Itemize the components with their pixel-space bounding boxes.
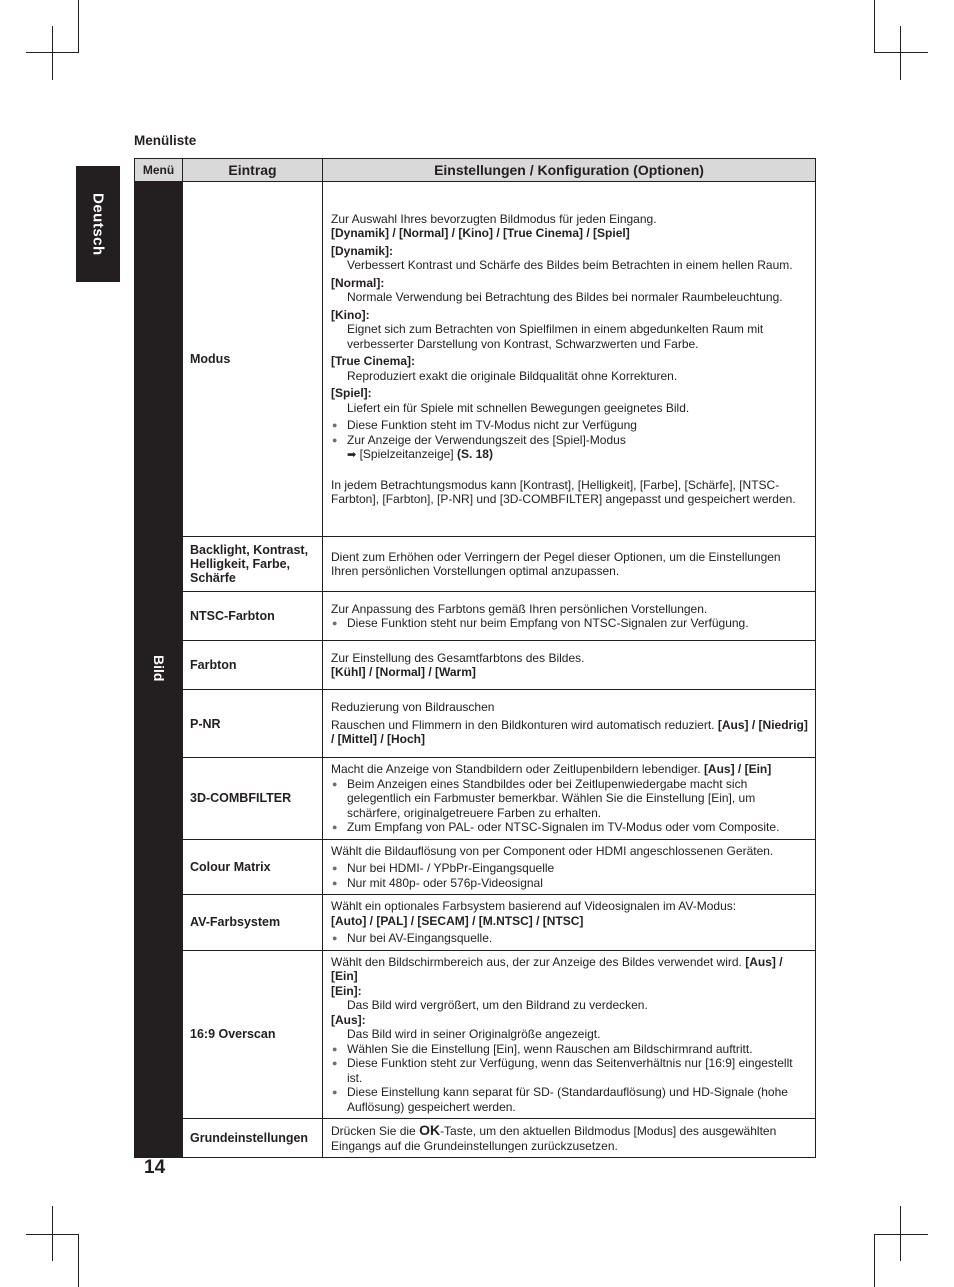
text: Zur Auswahl Ihres bevorzugten Bildmodus für jeden Eingang. — [331, 211, 657, 226]
ok-key-label: OK — [419, 1122, 441, 1138]
side-tab-label: Deutsch — [89, 192, 107, 256]
crop-mark — [874, 1234, 875, 1287]
desc-backlight — [323, 537, 816, 592]
table-row — [135, 537, 816, 592]
option-label: [Ein]: — [331, 983, 362, 998]
table-row — [135, 592, 816, 641]
language-side-tab — [76, 166, 120, 282]
bullet-item: ● Wählen Sie die Einstellung [Ein], wenn Rauschen am Bildschirmrand auftritt. — [331, 1042, 808, 1057]
crop-mark — [52, 1206, 53, 1261]
option-label: [Normal]: — [331, 275, 385, 290]
table-row — [135, 182, 816, 537]
table-row — [135, 895, 816, 951]
text: Wählt den Bildschirmbereich aus, der zur Anzeige des Bildes verwendet wird. — [331, 954, 742, 969]
desc-farbton — [323, 641, 816, 690]
text: Dient zum Erhöhen oder Verringern der Pegel dieser Optionen, um die Einstellungen Ihren persönlichen Vorstellungen optimal anzupassen. — [331, 549, 781, 578]
crop-mark — [900, 26, 901, 80]
entry-colour: Colour Matrix — [183, 839, 323, 895]
option-label: [Spiel]: — [331, 386, 372, 400]
header-menu: Menü — [135, 159, 183, 182]
options: [Kühl] / [Normal] / [Warm] — [331, 665, 476, 679]
crop-mark — [52, 26, 53, 80]
entry-modus: Modus — [183, 182, 323, 537]
desc-ntsc — [323, 592, 816, 641]
section-title: Menüliste — [134, 133, 197, 148]
desc-grund — [323, 1119, 816, 1158]
table-row — [135, 690, 816, 758]
entry-av: AV-Farbsystem — [183, 895, 323, 951]
text: -Taste, um den aktuellen Bildmodus [Modus] des ausgewählten Eingangs auf die Grundeinstellungen zurückzusetzen. — [331, 1124, 777, 1153]
crop-mark — [78, 0, 79, 53]
desc-overscan — [323, 950, 816, 1119]
entry-ntsc: NTSC-Farbton — [183, 592, 323, 641]
desc-pnr — [323, 690, 816, 758]
bullet-item: ● Nur mit 480p- oder 576p-Videosignal — [331, 876, 808, 891]
ref-page: (S. 18) — [456, 447, 493, 461]
menu-table — [134, 158, 816, 1158]
option-label: [Kino]: — [331, 307, 370, 322]
desc-colour — [323, 839, 816, 895]
desc-av — [323, 895, 816, 951]
options: [Aus] / [Niedrig] / [Mittel] / [Hoch] — [331, 717, 808, 747]
option-text: Das Bild wird vergrößert, um den Bildrand zu verdecken. — [347, 998, 648, 1012]
table-row — [135, 1119, 816, 1158]
page-number: 14 — [144, 1157, 166, 1178]
page-reference — [331, 447, 808, 463]
bullet-item: ● Diese Funktion steht im TV-Modus nicht zur Verfügung — [331, 418, 808, 433]
option-text: Reproduziert exakt die originale Bildqualität ohne Korrekturen. — [347, 368, 678, 383]
table-row — [135, 758, 816, 840]
option-text: Liefert ein für Spiele mit schnellen Bewegungen geeignetes Bild. — [347, 400, 690, 415]
entry-overscan: 16:9 Overscan — [183, 950, 323, 1119]
bullet-item: ● Diese Einstellung kann separat für SD- (Standardauflösung) und HD-Signale (hohe Auflösung) gespeichert werden. — [331, 1085, 808, 1114]
entry-backlight: Backlight, Kontrast, Helligkeit, Farbe, Schärfe — [183, 537, 323, 592]
option-text: Eignet sich zum Betrachten von Spielfilmen in einem abgedunkelten Raum mit verbesserter Darstellung von Kontrast, Schwarzwerten und Farbe. — [347, 322, 764, 351]
entry-farbton: Farbton — [183, 641, 323, 690]
entry-grund: Grundeinstellungen — [183, 1119, 323, 1158]
header-settings: Einstellungen / Konfiguration (Optionen) — [323, 159, 816, 182]
text: Zur Anpassung des Farbtons gemäß Ihren persönlichen Vorstellungen. — [331, 601, 708, 616]
bullet-item: ● Beim Anzeigen eines Standbildes oder bei Zeitlupenwiedergabe macht sich gelegentlich ein Farbmuster bemerkbar. Wählen Sie die Einstellung [Ein], um schärfere, originalgetreuere Farben zu erhalten. — [331, 777, 808, 821]
bullet-item: ● Diese Funktion steht zur Verfügung, wenn das Seitenverhältnis nur [16:9] eingestellt ist. — [331, 1056, 808, 1085]
table-row — [135, 839, 816, 895]
options: [Aus] / [Ein] — [331, 954, 783, 983]
options: [Aus] / [Ein] — [703, 762, 772, 776]
text: Wählt ein optionales Farbsystem basierend auf Videosignalen im AV-Modus: — [331, 899, 737, 913]
entry-pnr: P-NR — [183, 690, 323, 758]
option-text: Das Bild wird in seiner Originalgröße angezeigt. — [347, 1027, 601, 1041]
table-row — [135, 641, 816, 690]
arrow-right-icon: ➡ — [347, 449, 357, 461]
category-cell — [135, 182, 183, 1158]
bullet-item: ● Nur bei HDMI- / YPbPr-Eingangsquelle — [331, 861, 808, 876]
bullet-item: ● Zur Anzeige der Verwendungszeit des [Spiel]-Modus — [331, 433, 808, 448]
table-header-row — [135, 159, 816, 182]
desc-modus — [323, 182, 816, 537]
text: Reduzierung von Bildrauschen — [331, 700, 495, 715]
bullet-item: ● Diese Funktion steht nur beim Empfang von NTSC-Signalen zur Verfügung. — [331, 616, 808, 631]
desc-comb — [323, 758, 816, 840]
options: [Auto] / [PAL] / [SECAM] / [M.NTSC] / [NTSC] — [331, 913, 584, 928]
entry-comb: 3D-COMBFILTER — [183, 758, 323, 840]
text: Drücken Sie die — [331, 1124, 416, 1138]
text: Zur Einstellung des Gesamtfarbtons des Bildes. — [331, 650, 585, 665]
text: Macht die Anzeige von Standbildern oder Zeitlupenbildern lebendiger. — [331, 762, 701, 776]
option-text: Normale Verwendung bei Betrachtung des Bildes bei normaler Raumbeleuchtung. — [347, 290, 783, 304]
option-label: [Dynamik]: — [331, 243, 394, 258]
category-label: Bild — [150, 654, 167, 681]
crop-mark — [900, 1206, 901, 1261]
crop-mark — [78, 1234, 79, 1287]
bullet-item: ● Zum Empfang von PAL- oder NTSC-Signalen im TV-Modus oder vom Composite. — [331, 820, 808, 835]
ref-text: [Spielzeitanzeige] — [359, 447, 454, 461]
text: Rauschen und Flimmern in den Bildkonturen wird automatisch reduziert. — [331, 717, 715, 732]
crop-mark — [874, 52, 928, 53]
note-text: In jedem Betrachtungsmodus kann [Kontrast], [Helligkeit], [Farbe], [Schärfe], [NTSC-Farbton], [Farbton], [P-NR] und [3D-COMBFILTER] angepasst und gespeichert werden. — [331, 477, 796, 506]
table-row — [135, 950, 816, 1119]
options: [Dynamik] / [Normal] / [Kino] / [True Cinema] / [Spiel] — [331, 226, 630, 240]
header-entry: Eintrag — [183, 159, 323, 182]
crop-mark — [874, 0, 875, 53]
option-label: [Aus]: — [331, 1012, 366, 1027]
crop-mark — [874, 1234, 928, 1235]
text: Wählt die Bildauflösung von per Component oder HDMI angeschlossenen Geräten. — [331, 843, 774, 858]
option-text: Verbessert Kontrast und Schärfe des Bildes beim Betrachten in einem hellen Raum. — [347, 258, 793, 272]
bullet-item: ● Nur bei AV-Eingangsquelle. — [331, 931, 808, 946]
option-label: [True Cinema]: — [331, 354, 416, 368]
